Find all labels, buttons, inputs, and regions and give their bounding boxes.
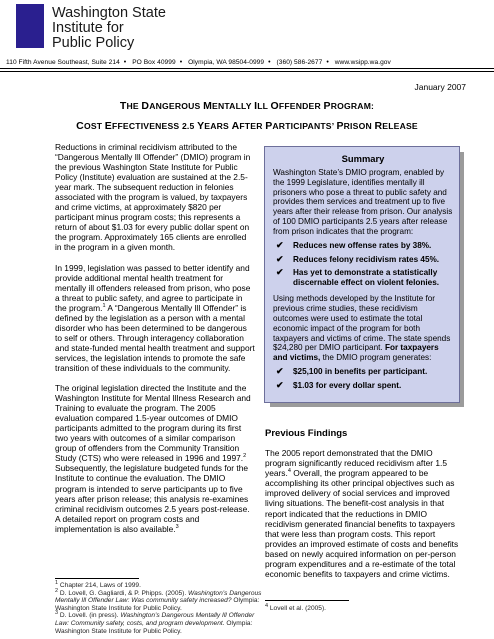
footnote-rule bbox=[55, 578, 139, 579]
summary-content bbox=[273, 152, 453, 395]
summary-intro: Washington State’s DMIO program, enabled by the 1999 Legislature, identifies mentally ill prisoners who pose a threat to public safety and provides them services and treatment up to five years after their release from prison. Our analysis of 100 DMIO participants 2.5 years after release from prison indicates that the program: bbox=[273, 167, 453, 236]
evaluation-paragraph: The original legislation directed the Institute and the Washington Institute for Mental Illness Research and Training to evaluate the program. The 2005 evaluation compared 1.5-year outcomes of DMIO participants admitted to the program during its first two years with outcomes of a similar comparison group of offenders from the Community Transition Study (CTS) who were released in 1996 and 1997.$^2$ Subsequently, the legislature budgeted funds for the Institute to continue the evaluation. The DMIO program is intended to serve participants up to five years after prison release; this analysis re-examines criminal recidivism outcomes 2.5 years post-release. A detailed report on program costs and implementation is also available.$^3$ bbox=[55, 383, 251, 534]
footnote-4: $^4$ Lovell et al. (2005). bbox=[265, 602, 326, 612]
website-link[interactable]: www.wsipp.wa.gov bbox=[334, 59, 391, 66]
report-title-line2: COST EFFECTIVENESS 2.5 YEARS AFTER PARTICIPANTS’ PRISON RELEASE bbox=[76, 120, 418, 132]
header-rule-thin bbox=[0, 71, 494, 72]
finding-item: ✔ Reduces new offense rates by 38%. bbox=[276, 239, 432, 250]
left-column bbox=[55, 142, 255, 544]
checkmark-icon: ✔ bbox=[276, 366, 284, 377]
footnote-3: $^3$ D. Lovell. (in press). Washington’s Dangerous Mentally Ill Offender Law: Community safety, costs, and program development. Olympia: Washington State Institute for Public Policy. bbox=[55, 610, 255, 635]
benefit-item: ✔ $1.03 for every dollar spent. bbox=[276, 379, 402, 390]
previous-findings-heading: Previous Findings bbox=[265, 428, 348, 439]
summary-methods: Using methods developed by the Institute for previous crime studies, these recidivism outcomes were used to estimate the total economic impact of the program for both taxpayers and victims of crime. The state spends $24,280 per DMIO participant. For taxpayers and victims, the DMIO program generates: bbox=[273, 294, 451, 363]
finding-item: ✔ Has yet to demonstrate a statistically discernable effect on violent felonies. bbox=[276, 267, 440, 288]
header-rule bbox=[0, 68, 494, 69]
finding-item: ✔ Reduces felony recidivism rates 45%. bbox=[276, 253, 440, 264]
legislation-paragraph: In 1999, legislation was passed to better identify and provide additional mental health treatment for mentally ill offenders released from prison, who pose a threat to public safety, and agree to participate in the program.$^1$ A “Dangerous Mentally Ill Offender” is defined by the legislation as a person with a mental disorder who has been determined to be dangerous to self or others. Through interagency collaboration and state-funded mental health treatment and support services, the legislation intends to promote the safe transition of these individuals to the community. bbox=[55, 262, 255, 373]
publication-date: January 2007 bbox=[414, 82, 466, 92]
address-line: 110 Fifth Avenue Southeast, Suite 214 • PO Box 40999 • Olympia, WA 98504-0999 • (360) 586-2677 • www.wsipp.wa.gov bbox=[6, 59, 391, 66]
organization-name: Washington State Institute for Public Policy bbox=[52, 5, 166, 51]
benefit-item: ✔ $25,100 in benefits per participant. bbox=[276, 366, 428, 377]
footnote-rule-right bbox=[265, 600, 349, 601]
intro-paragraph: Reductions in criminal recidivism attributed to the “Dangerous Mentally Ill Offender” (DMIO) program in the previous Washington State Institute for Public Policy (Institute) evaluation are sustained at the 2.5-year mark. The subsequent reduction in felonies associated with the program is valued, by taxpayers and crime victims, at approximately $820 per participant minus program costs; this represents a return of about $1.03 for every public dollar spent on the program. Approximately 165 clients are enrolled in the program in a given month. bbox=[55, 142, 251, 253]
checkmark-icon: ✔ bbox=[276, 379, 284, 390]
checkmark-icon: ✔ bbox=[276, 239, 284, 250]
institute-logo bbox=[16, 4, 44, 48]
checkmark-icon: ✔ bbox=[276, 267, 284, 278]
report-title-line1: THE DANGEROUS MENTALLY ILL OFFENDER PROGRAM: bbox=[119, 100, 375, 112]
previous-findings-paragraph: The 2005 report demonstrated that the DMIO program significantly reduced recidivism after 1.5 years.$^4$ Overall, the program appeared to be accomplishing its other principal objectives such as improved delivery of social services and improved living situations. The benefit-cost analysis in that report indicated that the reductions in DMIO recidivism generated financial benefits to taxpayers that were less than program costs. This report provides an improved estimate of costs and benefits based on newly acquired information on per-person program expenditures and a re-estimate of the total economic benefits to taxpayers and crime victims. bbox=[265, 448, 459, 580]
summary-title: Summary bbox=[341, 153, 385, 164]
footnote-2: $^2$ D. Lovell, G. Gagliardi, & P. Phipps. (2005). Washington’s Dangerous Mentally Ill Offender Law: Was community safety increased? Olympia: Washington State Institute for Public Policy. bbox=[55, 587, 262, 612]
footnotes bbox=[55, 579, 270, 635]
footnote-1: $^1$ Chapter 214, Laws of 1999. bbox=[55, 579, 141, 589]
checkmark-icon: ✔ bbox=[276, 253, 284, 264]
